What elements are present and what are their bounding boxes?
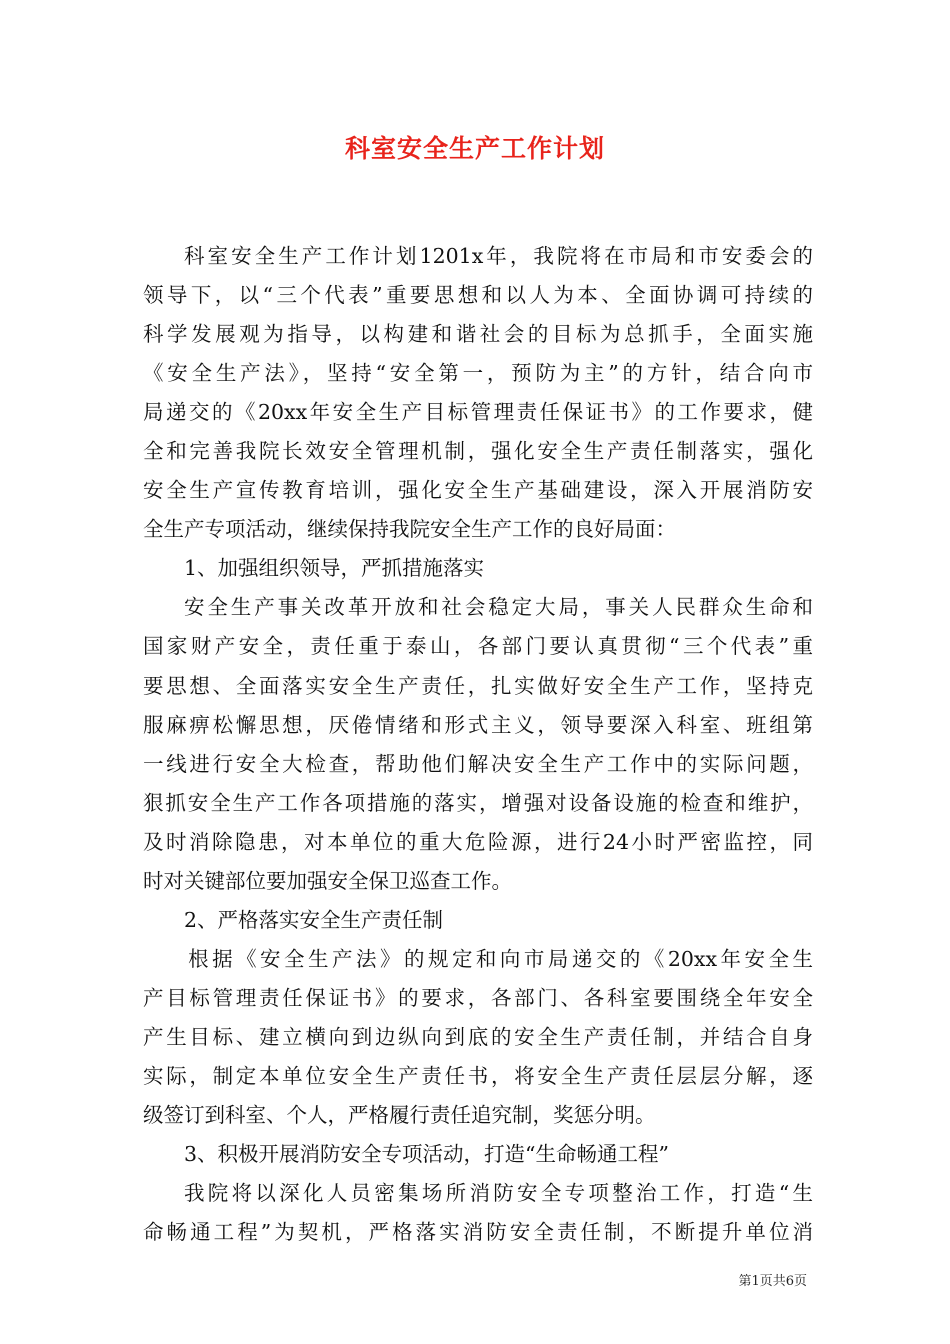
paragraph-line: 命畅通工程”为契机，严格落实消防安全责任制，不断提升单位消	[143, 1220, 813, 1245]
paragraph-line: 科室安全生产工作计划1201x年，我院将在市局和市安委会的	[184, 244, 813, 268]
paragraph-line: 3、积极开展消防安全专项活动，打造“生命畅通工程”	[184, 1142, 670, 1167]
paragraph-line: 安全生产宣传教育培训，强化安全生产基础建设，深入开展消防安	[143, 478, 813, 503]
paragraph-line: 产目标管理责任保证书》的要求，各部门、各科室要围绕全年安全	[143, 985, 813, 1010]
paragraph-line: 根据《安全生产法》的规定和向市局递交的《20xx年安全生	[188, 946, 813, 971]
paragraph-line: 领导下，以“三个代表”重要思想和以人为本、全面协调可持续的	[143, 283, 813, 308]
paragraph-line: 服麻痹松懈思想，厌倦情绪和形式主义，领导要深入科室、班组第	[143, 712, 813, 737]
paragraph-line: 国家财产安全，责任重于泰山，各部门要认真贯彻“三个代表”重	[143, 634, 813, 659]
page-number-footer: 第1页共6页	[738, 1274, 807, 1289]
paragraph-line: 产生目标、建立横向到边纵向到底的安全生产责任制，并结合自身	[143, 1024, 813, 1049]
paragraph-line: 级签订到科室、个人，严格履行责任追究制，奖惩分明。	[143, 1103, 656, 1128]
paragraph-line: 《安全生产法》，坚持“安全第一，预防为主”的方针，结合向市	[143, 361, 813, 386]
paragraph-line: 科学发展观为指导，以构建和谐社会的目标为总抓手，全面实施	[143, 322, 813, 347]
document-body	[143, 237, 813, 1252]
paragraph-line: 时对关键部位要加强安全保卫巡查工作。	[143, 868, 512, 893]
paragraph-line: 要思想、全面落实安全生产责任，扎实做好安全生产工作，坚持克	[143, 673, 813, 698]
paragraph-line: 狠抓安全生产工作各项措施的落实，增强对设备设施的检查和维护，	[143, 790, 813, 815]
paragraph-line: 2、严格落实安全生产责任制	[184, 907, 444, 932]
paragraph-line: 全生产专项活动，继续保持我院安全生产工作的良好局面：	[143, 517, 676, 542]
paragraph-line: 全和完善我院长效安全管理机制，强化安全生产责任制落实，强化	[143, 439, 813, 464]
document-title: 科室安全生产工作计划	[344, 134, 605, 163]
paragraph-line: 局递交的《20xx年安全生产目标管理责任保证书》的工作要求，健	[143, 400, 813, 425]
paragraph-line: 及时消除隐患，对本单位的重大危险源，进行24小时严密监控，同	[143, 829, 813, 854]
paragraph-line: 安全生产事关改革开放和社会稳定大局，事关人民群众生命和	[184, 595, 813, 620]
paragraph-line: 1、加强组织领导，严抓措施落实	[184, 556, 485, 581]
paragraph-line: 实际，制定本单位安全生产责任书，将安全生产责任层层分解，逐	[143, 1063, 813, 1088]
paragraph-line: 我院将以深化人员密集场所消防安全专项整治工作，打造“生	[184, 1181, 813, 1206]
paragraph-line: 一线进行安全大检查，帮助他们解决安全生产工作中的实际问题，	[143, 751, 813, 776]
